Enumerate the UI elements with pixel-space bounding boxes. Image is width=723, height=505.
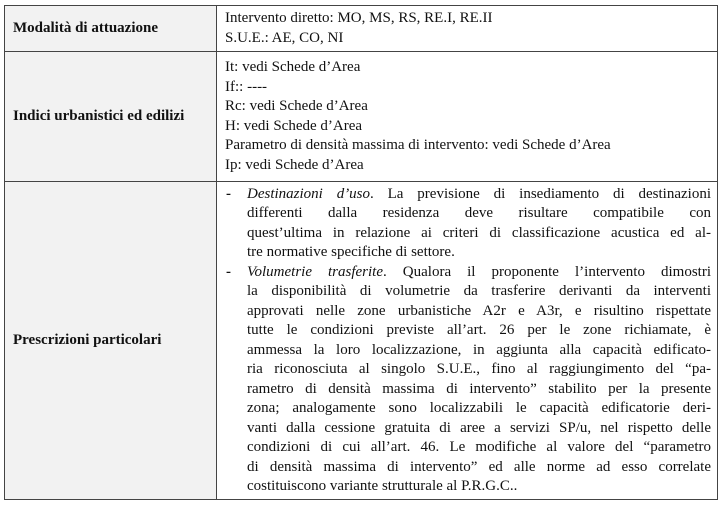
- text-line: [247, 263, 711, 283]
- table-row: [5, 6, 718, 52]
- text-line: Ip: vedi Schede d’Area: [225, 156, 364, 173]
- text-line: ria riconosciuta al singolo S.U.E., fino al raggiungimento del “pa-: [247, 361, 711, 377]
- text-line: tutte le condizioni previste all’art. 26 per le zone richiamate, è: [247, 322, 711, 338]
- text-line: differenti dalla residenza deve risultare compatibile con: [247, 205, 711, 221]
- row-value: [217, 52, 718, 182]
- text-line: [247, 185, 711, 205]
- text-line: di densità massima di intervento” ed alle norme ad esso correlate: [247, 458, 711, 475]
- text-line: If:: ----: [225, 78, 268, 95]
- row-value: [217, 6, 718, 52]
- text-line: Rc: vedi Schede d’Area: [225, 98, 368, 114]
- text-line: S.U.E.: AE, CO, NI: [225, 29, 344, 46]
- text-line: It: vedi Schede d’Area: [225, 59, 361, 75]
- text-line: ammessa la loro localizzazione, in aggiunta alla capacità edificato-: [247, 341, 711, 358]
- row-label: Modalità di attuazione: [5, 6, 217, 52]
- text-line: rametro di densità massima di intervento” stabilito per la presente: [247, 380, 711, 397]
- text-line: tre normative specifiche di settore.: [247, 244, 455, 260]
- text-segment: . Qualora il proponente l’intervento dimostri: [383, 263, 711, 280]
- item-title: Destinazioni d’uso: [247, 185, 371, 202]
- table-row: [5, 52, 718, 182]
- bullet-marker: -: [226, 263, 231, 280]
- row-label: Prescrizioni particolari: [5, 182, 217, 500]
- text-line: la disponibilità di volumetrie da trasferire derivanti da interventi: [247, 283, 711, 299]
- text-line: Parametro di densità massima di intervento: vedi Schede d’Area: [225, 137, 611, 153]
- document-table: [4, 5, 718, 500]
- text-line: H: vedi Schede d’Area: [225, 117, 363, 134]
- item-title: Volumetrie trasferite: [247, 263, 384, 280]
- text-line: quest’ultima in relazione ai criteri di classificazione acustica ed al-: [247, 224, 711, 241]
- bullet-marker: -: [226, 185, 231, 202]
- text-segment: . La previsione di insediamento di destinazioni: [370, 185, 711, 202]
- row-value: [217, 182, 718, 500]
- text-line: condizioni di cui all’art. 46. Le modifiche al valore del “parametro: [247, 439, 711, 455]
- bullet-item-volumetrie: [225, 263, 711, 497]
- text-line: vanti dalla cessione gratuita di aree a servizi SP/u, nel rispetto delle: [247, 419, 711, 436]
- text-line: Intervento diretto: MO, MS, RS, RE.I, RE.II: [225, 10, 493, 26]
- bullet-item-destinazioni: [225, 185, 711, 263]
- table-row: [5, 182, 718, 500]
- text-line: zona; analogamente sono localizzabili le capacità edificatorie deri-: [247, 400, 711, 416]
- text-line: approvati nelle zone urbanistiche A2r e A3r, e risultino rispettate: [247, 302, 711, 319]
- row-label: Indici urbanistici ed edilizi: [5, 52, 217, 182]
- text-line: costituiscono variante strutturale al P.R.G.C..: [247, 478, 518, 494]
